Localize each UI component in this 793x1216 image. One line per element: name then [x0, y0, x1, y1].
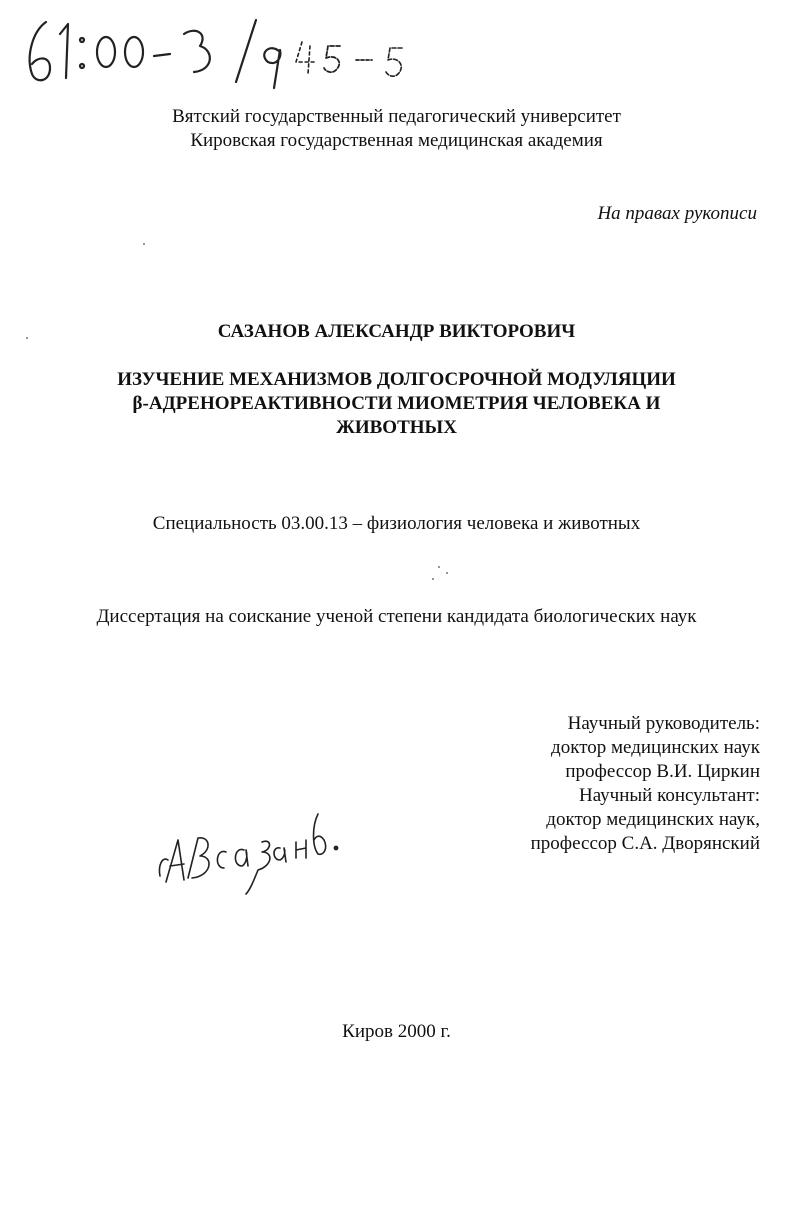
scan-speck: [446, 572, 448, 574]
advisor-line: доктор медицинских наук,: [546, 809, 760, 830]
handwritten-archive-code: [18, 12, 418, 92]
academy-name: Кировская государственная медицинская академия: [190, 130, 603, 151]
advisor-line: Научный руководитель:: [567, 713, 760, 734]
author-name: САЗАНОВ АЛЕКСАНДР ВИКТОРОВИЧ: [217, 321, 576, 342]
author-signature: [148, 790, 348, 900]
title-line-1: ИЗУЧЕНИЕ МЕХАНИЗМОВ ДОЛГОСРОЧНОЙ МОДУЛЯЦИИ: [117, 369, 676, 390]
degree-statement: Диссертация на соискание ученой степени кандидата биологических наук: [96, 606, 697, 627]
scan-speck: [143, 243, 145, 245]
specialty: Специальность 03.00.13 – физиология человека и животных: [152, 513, 641, 534]
advisor-line: доктор медицинских наук: [551, 737, 760, 758]
advisor-line: профессор В.И. Циркин: [565, 761, 760, 782]
rights-note: На правах рукописи: [597, 203, 757, 224]
title-line-2: β-АДРЕНОРЕАКТИВНОСТИ МИОМЕТРИЯ ЧЕЛОВЕКА И: [132, 393, 661, 414]
city-year: Киров 2000 г.: [342, 1021, 451, 1042]
scan-speck: [438, 566, 440, 568]
advisor-line: профессор С.А. Дворянский: [530, 833, 760, 854]
scan-speck: [26, 337, 28, 339]
title-line-3: ЖИВОТНЫХ: [336, 417, 457, 438]
advisor-line: Научный консультант:: [578, 785, 760, 806]
university-name: Вятский государственный педагогический университет: [172, 106, 621, 127]
scan-speck: [432, 578, 434, 580]
advisors-block: [531, 712, 760, 856]
